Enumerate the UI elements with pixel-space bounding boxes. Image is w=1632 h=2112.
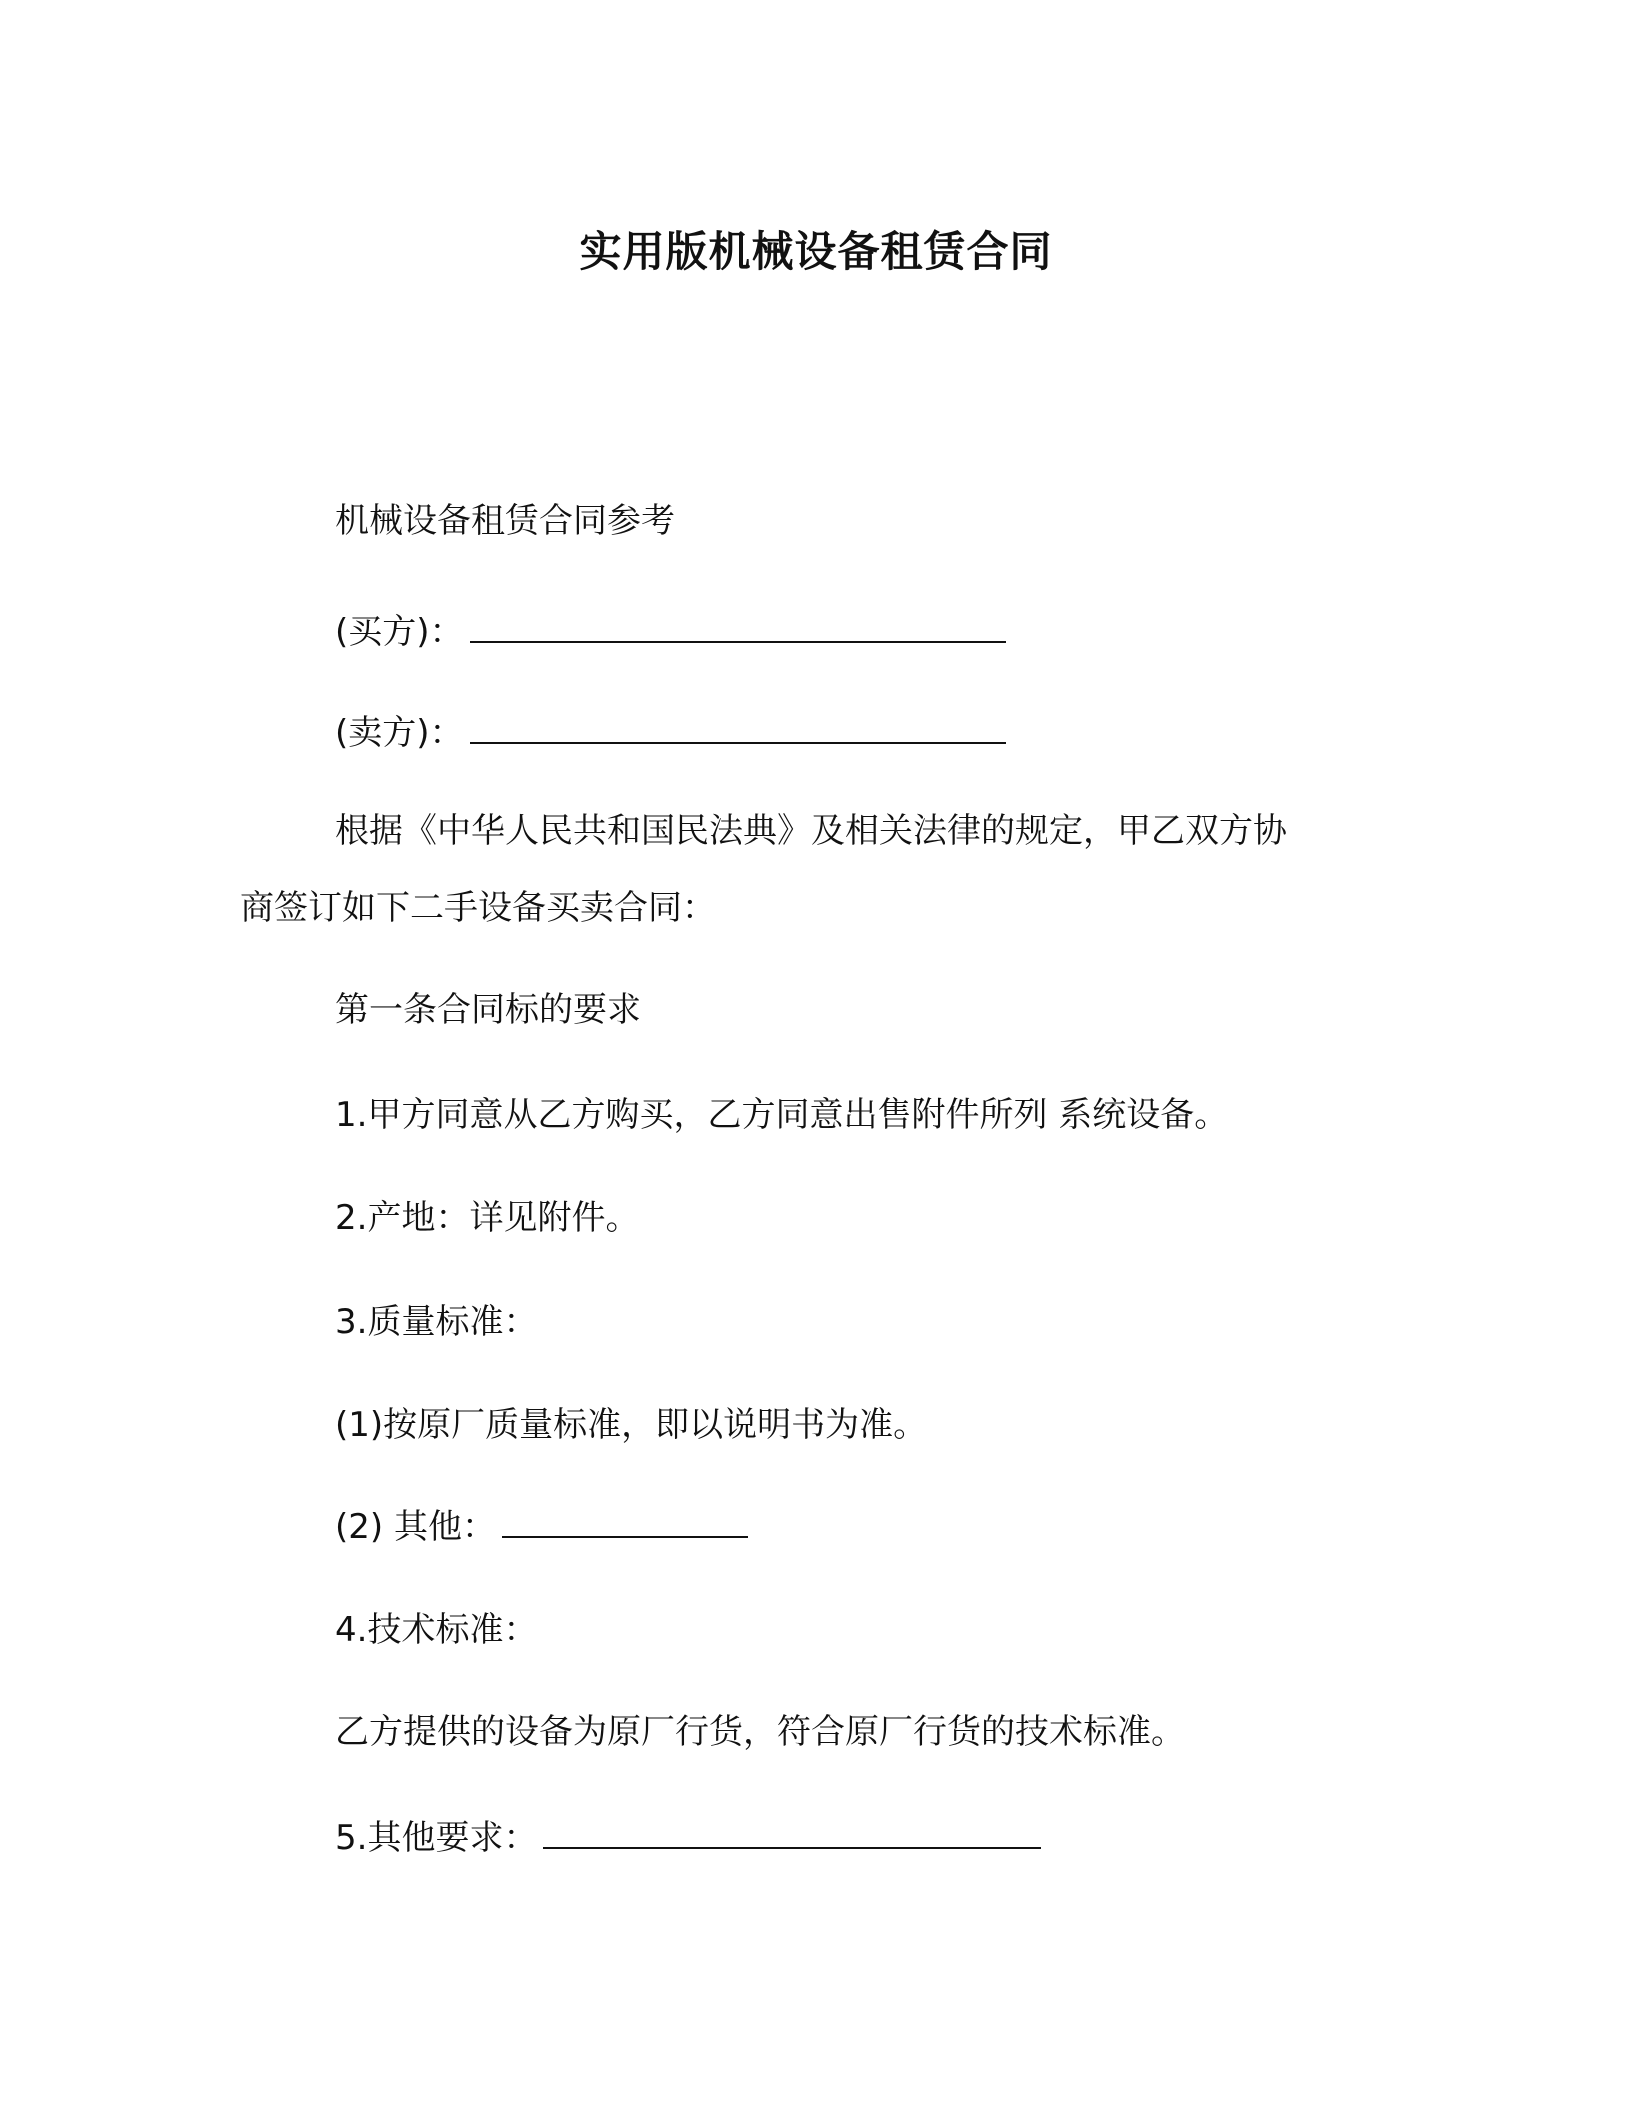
buyer-blank-field[interactable] [470,613,1006,643]
clause-item3-2: (2) 其他： [335,1507,496,1547]
other-requirements-blank-field[interactable] [543,1819,1041,1849]
seller-blank-field[interactable] [470,714,1006,744]
buyer-label: (买方)： [335,612,464,652]
seller-line [335,708,1006,758]
clause-item4-text: 乙方提供的设备为原厂行货，符合原厂行货的技术标准。 [335,1712,1185,1752]
document-subtitle: 机械设备租赁合同参考 [335,501,675,541]
seller-label: (卖方)： [335,713,464,753]
clause-item4: 4.技术标准： [335,1610,538,1650]
clause-item5-line [335,1813,1041,1863]
intro-paragraph-line2: 商签订如下二手设备买卖合同： [240,888,716,928]
intro-paragraph-line1: 根据《中华人民共和国民法典》及相关法律的规定，甲乙双方协 [335,811,1287,851]
article1-heading: 第一条合同标的要求 [335,990,641,1030]
other-quality-blank-field[interactable] [502,1508,748,1538]
document-title: 实用版机械设备租赁合同 [579,227,1053,276]
buyer-line [335,607,1006,657]
clause-item3: 3.质量标准： [335,1302,538,1342]
clause-item2: 2.产地：详见附件。 [335,1198,640,1238]
clause-item1: 1.甲方同意从乙方购买，乙方同意出售附件所列 系统设备。 [335,1095,1229,1135]
clause-item3-2-line [335,1502,748,1552]
clause-item5: 5.其他要求： [335,1818,538,1858]
clause-item3-1: (1)按原厂质量标准，即以说明书为准。 [335,1405,928,1445]
